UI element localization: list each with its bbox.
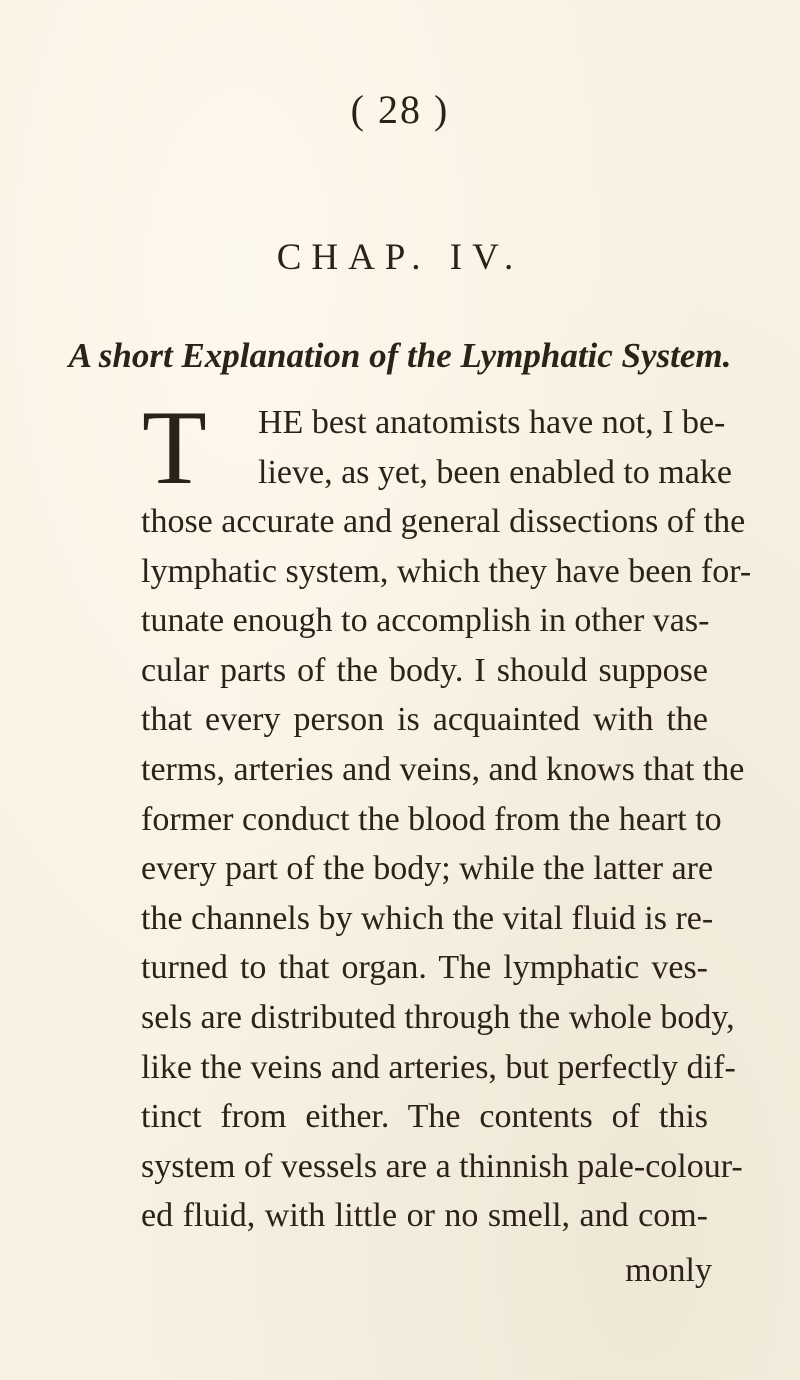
text-line: sels are distributed through the whole body, — [141, 998, 735, 1036]
text-line: like the veins and arteries, but perfectly dif- — [141, 1048, 736, 1086]
text-line: tunate enough to accomplish in other vas- — [141, 602, 710, 640]
text-line: every part of the body; while the latter are — [141, 850, 714, 888]
text-line: system of vessels are a thinnish pale-colour- — [141, 1147, 743, 1185]
chapter-subtitle: A short Explanation of the Lymphatic System. — [68, 336, 732, 375]
text-line: former conduct the blood from the heart to — [141, 800, 722, 838]
text-line: lymphatic system, which they have been for- — [141, 552, 752, 590]
drop-cap: T — [142, 389, 207, 506]
text-line: the channels by which the vital fluid is re- — [141, 899, 714, 937]
text-line: terms, arteries and veins, and knows that the — [141, 750, 745, 788]
text-line: ed fluid, with little or no smell, and com- — [141, 1197, 708, 1235]
body-paragraph — [258, 398, 732, 497]
text-line: HE best anatomists have not, I be- — [258, 404, 726, 441]
text-line: cular parts of the body. I should suppose — [141, 651, 708, 689]
text-line: that every person is acquainted with the — [141, 701, 708, 739]
chapter-heading: CHAP. IV. — [276, 237, 524, 278]
catchword: monly — [625, 1252, 712, 1289]
text-line: tinct from either. The contents of this — [141, 1098, 708, 1136]
text-line: those accurate and general dissections of the — [141, 503, 746, 540]
text-line: turned to that organ. The lymphatic ves- — [141, 949, 708, 987]
text-line: lieve, as yet, been enabled to make — [258, 453, 732, 491]
page-number: ( 28 ) — [350, 87, 450, 132]
